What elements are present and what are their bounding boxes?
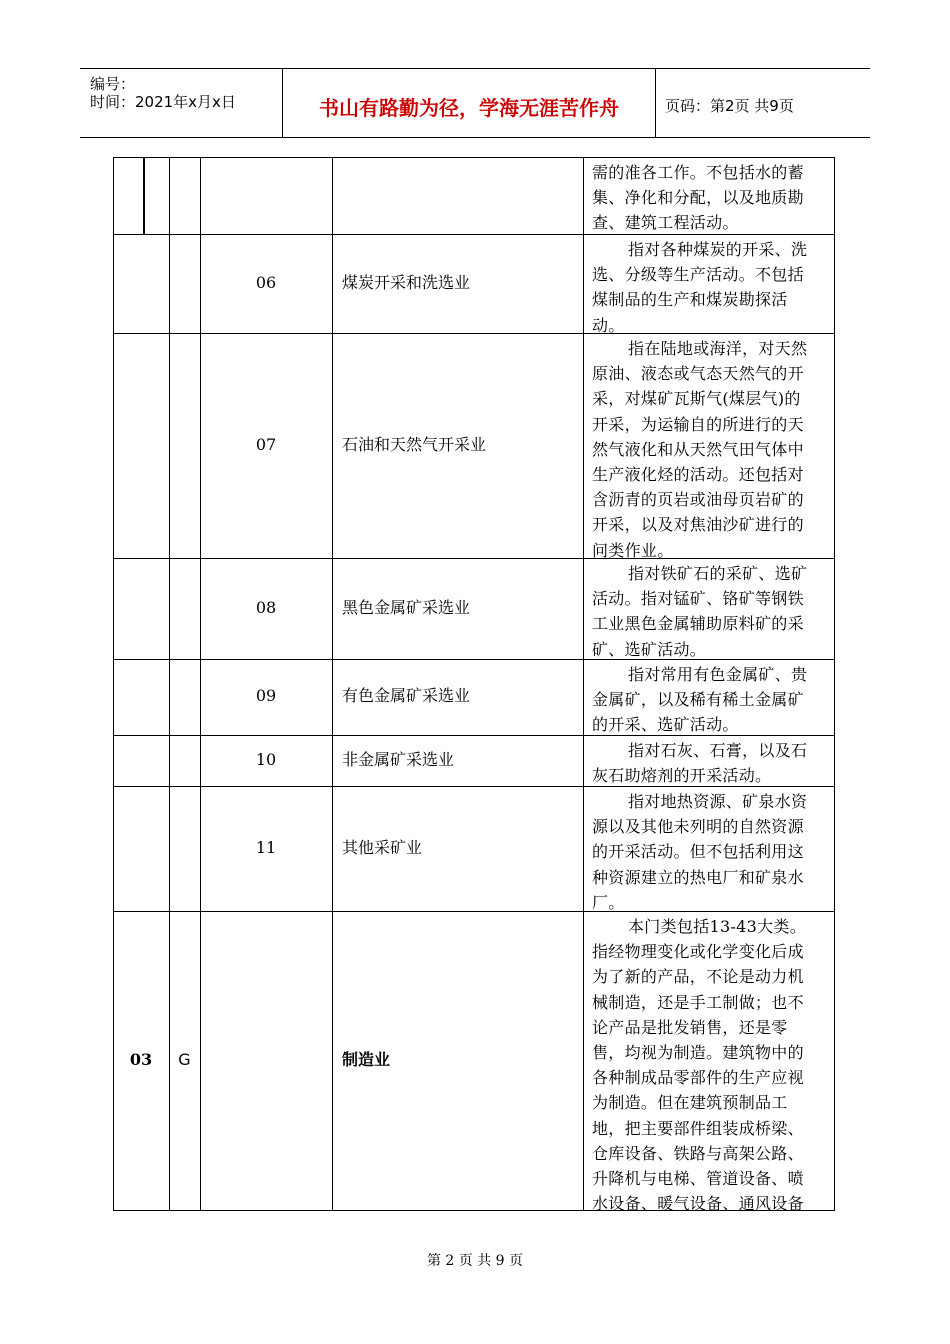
- table-rule: [113, 659, 835, 660]
- doc-time-label: 时间：2021年x月x日: [90, 93, 236, 111]
- table-rule: [113, 558, 835, 559]
- category-code: 03: [129, 1049, 153, 1069]
- industry-description-line: 问类作业。: [592, 540, 674, 560]
- industry-description-line: 动。: [592, 315, 625, 335]
- industry-description-line: 售，均视为制造。建筑物中的: [592, 1043, 804, 1062]
- industry-name: 煤炭开采和洗选业: [342, 272, 471, 292]
- industry-description-line: 指对石灰、石膏，以及石: [628, 741, 808, 760]
- table-column-rule: [583, 157, 584, 1211]
- industry-description-line: 的开采活动。但不包括利用这: [592, 842, 804, 862]
- industry-description-line: 升降机与电梯、管道设备、喷: [592, 1169, 804, 1188]
- table-rule: [113, 333, 835, 334]
- industry-description-line: 的开采、选矿活动。: [592, 715, 739, 735]
- industry-description-line: 原油、液态或气态天然气的开: [592, 364, 804, 384]
- industry-name: 其他采矿业: [342, 837, 423, 857]
- doc-number-label: 编号：: [90, 75, 136, 93]
- industry-description-line: 论产品是批发销售，还是零: [592, 1017, 788, 1037]
- page-header: [80, 68, 870, 138]
- industry-code: 10: [255, 749, 277, 769]
- industry-description-line: 为了新的产品，不论是动力机: [592, 967, 804, 987]
- table-column-rule: [200, 157, 201, 1211]
- header-page-cell: [655, 69, 870, 137]
- industry-description-line: 生产液化烃的活动。还包括对: [592, 465, 804, 484]
- industry-description-line: 指对地热资源、矿泉水资: [628, 792, 808, 811]
- industry-description-line: 集、净化和分配，以及地质勘: [592, 188, 804, 208]
- industry-description-line: 开采，以及对焦油沙矿进行的: [592, 515, 804, 535]
- industry-description-line: 指对常用有色金属矿、贵: [628, 665, 808, 684]
- industry-description-line: 指对铁矿石的采矿、选矿: [628, 564, 808, 583]
- industry-description-line: 矿、选矿活动。: [592, 639, 707, 659]
- industry-code: 09: [255, 686, 277, 705]
- industry-description-line: 指对各种煤炭的开采、洗: [628, 240, 808, 259]
- industry-description-line: 各种制成品零部件的生产应视: [592, 1068, 804, 1088]
- industry-description-line: 工业黑色金属辅助原料矿的采: [592, 614, 804, 634]
- table-column-rule: [834, 157, 835, 1211]
- industry-description-line: 源以及其他未列明的自然资源: [592, 817, 804, 837]
- motto-text: 书山有路勤为径，学海无涯苦作舟: [319, 96, 619, 120]
- page-number-label: 页码：第2页 共9页: [665, 97, 794, 115]
- industry-name: 石油和天然气开采业: [342, 434, 487, 454]
- industry-description-line: 开采，为运输自的所进行的天: [592, 414, 804, 434]
- industry-description-line: 煤制品的生产和煤炭勘探活: [592, 290, 788, 310]
- industry-name: 有色金属矿采选业: [342, 686, 471, 705]
- industry-description-line: 本门类包括13-43大类。: [628, 917, 807, 936]
- page-footer: 第 2 页 共 9 页: [426, 1253, 524, 1269]
- industry-description-line: 金属矿，以及稀有稀土金属矿: [592, 690, 804, 710]
- industry-description-line: 查、建筑工程活动。: [592, 213, 739, 233]
- industry-description-line: 仓库设备、铁路与高架公路、: [592, 1143, 804, 1163]
- industry-description-line: 厂。: [592, 892, 625, 912]
- industry-description-line: 采，对煤矿瓦斯气(煤层气)的: [592, 389, 801, 409]
- industry-description-line: 含沥青的页岩或油母页岩矿的: [592, 490, 804, 510]
- table-rule-top: [113, 157, 834, 158]
- industry-description-line: 地，把主要部件组装成桥梁、: [592, 1118, 804, 1138]
- industry-code: 08: [255, 597, 277, 617]
- industry-name: 黑色金属矿采选业: [342, 597, 471, 617]
- industry-description-line: 灰石助熔剂的开采活动。: [592, 766, 772, 786]
- industry-description-line: 活动。指对锰矿、铬矿等钢铁: [592, 589, 804, 609]
- header-info: [80, 69, 282, 137]
- table-column-rule: [332, 157, 333, 1211]
- industry-name: 非金属矿采选业: [342, 749, 455, 769]
- industry-description-line: 选、分级等生产活动。不包括: [592, 265, 804, 285]
- industry-code: 06: [255, 272, 277, 292]
- industry-name: 制造业: [342, 1049, 391, 1069]
- industry-description-line: 械制造，还是手工制做；也不: [592, 992, 804, 1012]
- industry-description-line: 种资源建立的热电厂和矿泉水: [592, 867, 804, 887]
- industry-description-line: 指经物理变化或化学变化后成: [592, 942, 804, 962]
- category-letter: G: [178, 1049, 191, 1069]
- industry-description-line: 指在陆地或海洋，对天然: [628, 339, 808, 358]
- industry-code: 11: [255, 837, 277, 857]
- industry-description-line: 为制造。但在建筑预制品工: [592, 1093, 788, 1113]
- continued-row-marker: [143, 157, 145, 234]
- table-rule: [113, 911, 835, 912]
- header-motto-cell: [282, 69, 656, 137]
- industry-description-line: 需的准各工作。不包括水的蓄: [592, 163, 804, 182]
- industry-description-line: 然气液化和从天然气田气体中: [592, 439, 804, 459]
- industry-code: 07: [255, 434, 277, 454]
- industry-description-line: 水设备、暖气设备、通风设备: [592, 1194, 804, 1214]
